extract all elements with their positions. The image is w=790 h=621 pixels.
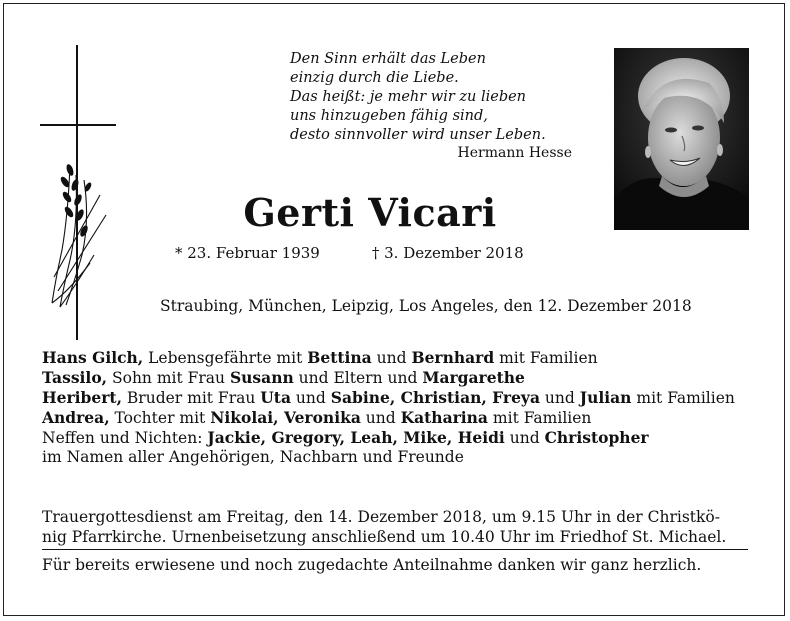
mourner-text: und Eltern und [293,369,423,387]
mourner-name: Uta [260,388,291,407]
quote-line: Das heißt: je mehr wir zu lieben [290,89,527,105]
mourner-name: Andrea, [42,408,110,427]
quote-author: Hermann Hesse [457,145,572,161]
hesse-quote [290,50,580,145]
mourner-name: Hans Gilch, [42,348,144,367]
mourner-text: und [540,389,580,407]
mourner-name: Katharina [400,408,488,427]
mourner-text: Neffen und Nichten: [42,429,208,447]
service-line: Trauergottesdienst am Freitag, den 14. Dezember 2018, um 9.15 Uhr in der Christkö- [42,508,720,526]
mourner-name: Nikolai, Veronika [210,408,361,427]
mourner-name: Christopher [544,428,649,447]
portrait-photo [614,48,749,230]
birth-date: * 23. Februar 1939 [175,244,320,262]
service-line: nig Pfarrkirche. Urnenbeisetzung anschließend um 10.40 Uhr im Friedhof St. Michael. [42,528,727,546]
life-dates [175,244,524,262]
mourner-name: Margarethe [422,368,525,387]
mourner-line [42,408,735,428]
place-and-date: Straubing, München, Leipzig, Los Angeles, den 12. Dezember 2018 [160,297,692,315]
mourner-name: Jackie, Gregory, Leah, Mike, Heidi [207,428,505,447]
mourner-name: Julian [579,388,632,407]
mourner-text: Sohn mit Frau [107,369,230,387]
mourner-text: Bruder mit Frau [121,389,261,407]
mourner-line [42,448,735,467]
mourner-name: Bernhard [411,348,495,367]
mourner-name: Susann [229,368,294,387]
cross-with-wheat-icon [40,45,120,340]
quote-line: einzig durch die Liebe. [290,70,459,86]
mourner-text: mit Familien [631,389,735,407]
mourner-name: Tassilo, [42,368,108,387]
mourner-line [42,388,735,408]
mourner-text: mit Familien [494,349,598,367]
mourner-name: Sabine, Christian, Freya [330,388,540,407]
mourner-line [42,368,735,388]
death-date: † 3. Dezember 2018 [371,244,524,262]
mourner-text: und [291,389,331,407]
deceased-name: Gerti Vicari [243,190,497,235]
mourner-text: mit Familien [487,409,592,427]
mourners-list [42,348,735,467]
mourner-line [42,428,735,448]
mourner-line [42,348,735,368]
service-info [42,507,747,547]
divider [42,549,748,550]
mourner-text: und [360,409,401,427]
mourner-text: und [504,429,545,447]
mourner-text: Lebensgefährte mit [143,349,308,367]
quote-line: Den Sinn erhält das Leben [290,51,486,67]
thanks-line: Für bereits erwiesene und noch zugedachte Anteilnahme danken wir ganz herzlich. [42,556,702,574]
mourner-text: Tochter mit [109,409,211,427]
mourner-name: Bettina [307,348,372,367]
quote-line: desto sinnvoller wird unser Leben. [290,127,546,143]
mourner-name: Heribert, [42,388,122,407]
mourner-text: im Namen aller Angehörigen, Nachbarn und Freunde [42,448,464,466]
mourner-text: und [371,349,412,367]
quote-line: uns hinzugeben fähig sind, [290,108,488,124]
